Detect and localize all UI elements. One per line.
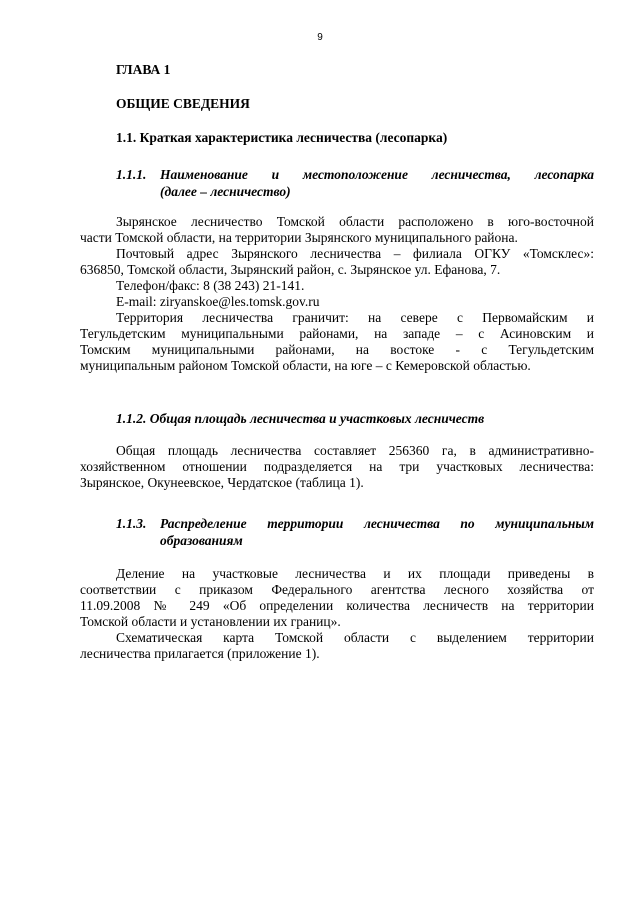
paragraph-borders-line-2: Тегульдетским муниципальными районами, на западе – с Асиновским и <box>80 326 594 341</box>
section-1-1-3-body <box>80 566 594 662</box>
chapter-label: ГЛАВА 1 <box>116 62 171 77</box>
phone-fax: Телефон/факс: 8 (38 243) 21-141. <box>116 278 305 293</box>
subsection-1-1-1-number: 1.1.1. <box>116 167 147 182</box>
paragraph-address-line-2: 636850, Томской области, Зырянский район, с. Зырянское ул. Ефанова, 7. <box>80 262 501 277</box>
subsection-1-1-3-number: 1.1.3. <box>116 516 147 531</box>
division-line-2: соответствии с приказом Федерального агентства лесного хозяйства от <box>80 582 594 597</box>
map-line-1: Схематическая карта Томской области с выделением территории <box>116 630 594 645</box>
paragraph-borders-line-1: Территория лесничества граничит: на севере с Первомайским и <box>116 310 594 325</box>
area-line-2: хозяйственном отношении подразделяется на три участковых лесничества: <box>80 459 594 474</box>
subsection-1-1-1-title: Наименование и местоположение лесничества, лесопарка <box>160 167 594 182</box>
area-line-3: Зырянское, Окунеевское, Чердатское (таблица 1). <box>80 475 364 490</box>
paragraph-address-line-1: Почтовый адрес Зырянского лесничества – филиала ОГКУ «Томсклес»: <box>116 246 594 261</box>
paragraph-borders-line-3: Томским муниципальными районами, на востоке - с Тегульдетским <box>80 342 594 357</box>
area-line-1: Общая площадь лесничества составляет 256360 га, в административно- <box>116 443 594 458</box>
page-number: 9 <box>317 32 323 43</box>
paragraph-location-line-1: Зырянское лесничество Томской области расположено в юго-восточной <box>116 214 594 229</box>
section-1-1-2-body <box>80 443 594 491</box>
subsection-1-1-3-heading <box>116 515 594 549</box>
division-line-1: Деление на участковые лесничества и их площади приведены в <box>116 566 594 581</box>
section-1-1-heading: 1.1. Краткая характеристика лесничества (лесопарка) <box>116 130 448 145</box>
email-address: E-mail: ziryanskoe@les.tomsk.gov.ru <box>116 294 320 309</box>
subsection-1-1-1-heading <box>116 166 594 200</box>
map-line-2: лесничества прилагается (приложение 1). <box>80 646 320 661</box>
paragraph-location-line-2: части Томской области, на территории Зырянского муниципального района. <box>80 230 518 245</box>
subsection-1-1-3-title: Распределение территории лесничества по муниципальным <box>160 516 594 531</box>
division-line-3: 11.09.2008 № 249 «Об определении количества лесничеств на территории <box>80 598 594 613</box>
division-line-4: Томской области и установлении их границ». <box>80 614 341 629</box>
chapter-title: ОБЩИЕ СВЕДЕНИЯ <box>116 96 250 111</box>
subsection-1-1-1-continuation: (далее – лесничество) <box>160 184 291 199</box>
section-1-1-1-body <box>80 214 594 374</box>
subsection-1-1-2-heading: 1.1.2. Общая площадь лесничества и участковых лесничеств <box>116 411 485 426</box>
subsection-1-1-3-continuation: образованиям <box>160 533 243 548</box>
paragraph-borders-line-4: муниципальным районом Томской области, на юге – с Кемеровской областью. <box>80 358 531 373</box>
